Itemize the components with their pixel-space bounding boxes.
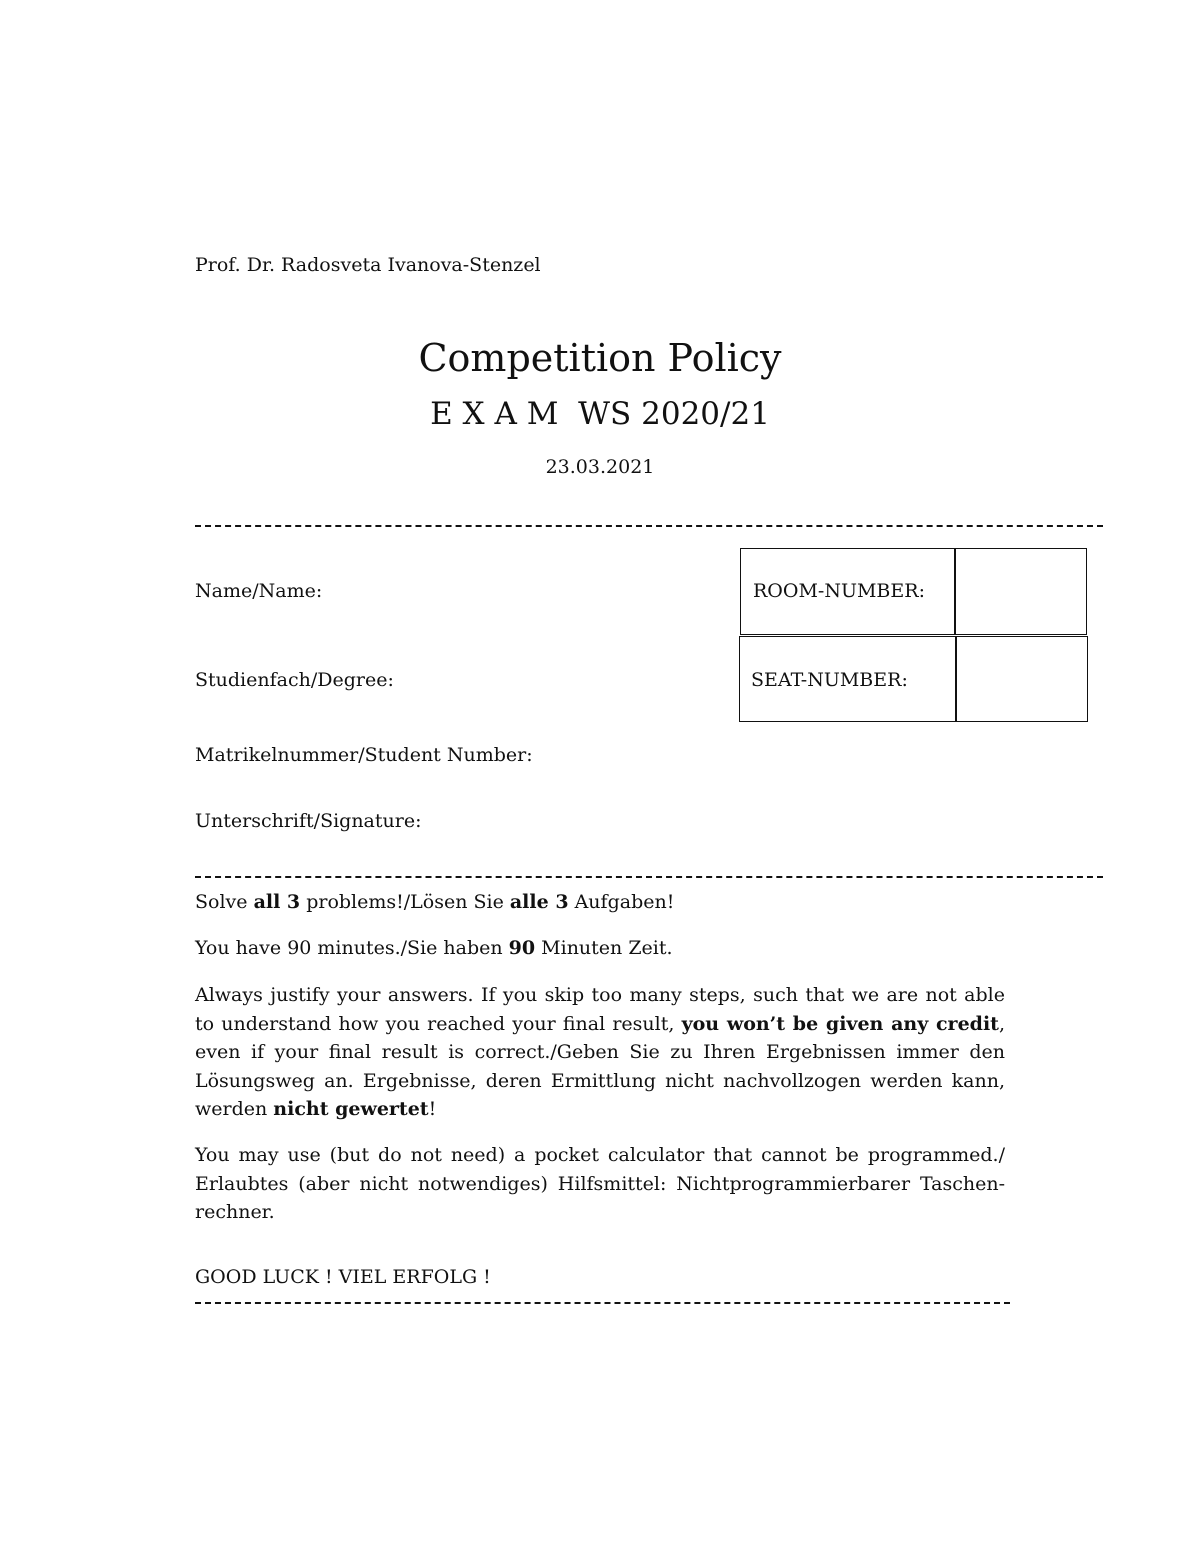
degree-field-label: Studienfach/Degree:: [195, 669, 394, 691]
exam-subtitle: E X A M WS 2020/21: [430, 396, 770, 432]
instruction-solve: Solve all 3 problems!/Lösen Sie alle 3 Aufgaben!: [195, 891, 675, 913]
name-field-label: Name/Name:: [195, 580, 323, 602]
room-number-entry-box: [955, 548, 1087, 635]
seat-number-label: SEAT-NUMBER:: [751, 669, 908, 691]
exam-date: 23.03.2021: [545, 456, 655, 478]
student-number-field-label: Matrikelnummer/Student Number:: [195, 744, 533, 766]
instruction-time: You have 90 minutes./Sie haben 90 Minuten Zeit.: [195, 937, 673, 959]
dashed-divider-bottom: [195, 1302, 1010, 1304]
dashed-divider-middle: [195, 876, 1103, 878]
good-luck-text: GOOD LUCK ! VIEL ERFOLG !: [195, 1266, 491, 1288]
dashed-divider-top: [195, 525, 1103, 527]
professor-name: Prof. Dr. Radosveta Ivanova-Stenzel: [195, 254, 541, 276]
room-number-label: ROOM-NUMBER:: [753, 580, 925, 602]
exam-title: Competition Policy: [418, 336, 782, 380]
signature-field-label: Unterschrift/Signature:: [195, 810, 422, 832]
instruction-justify: Always justify your answers. If you skip too many steps, such that we are not able to understand how you reached your final result, you won’t be given any credit, even if your final result is correct./Geben Sie zu Ihren Ergebnissen immer den Lösungsweg an. Ergebnisse, deren Ermittlung nicht nachvollzogen werden kann, werden nicht gewertet!: [195, 984, 1005, 1120]
instruction-calculator: You may use (but do not need) a pocket calculator that cannot be programmed./ Erlaubtes (aber nicht notwendiges) Hilfsmittel: Nichtprogrammierbarer Taschen-rechner.: [195, 1144, 1005, 1223]
seat-number-entry-box: [956, 636, 1088, 722]
